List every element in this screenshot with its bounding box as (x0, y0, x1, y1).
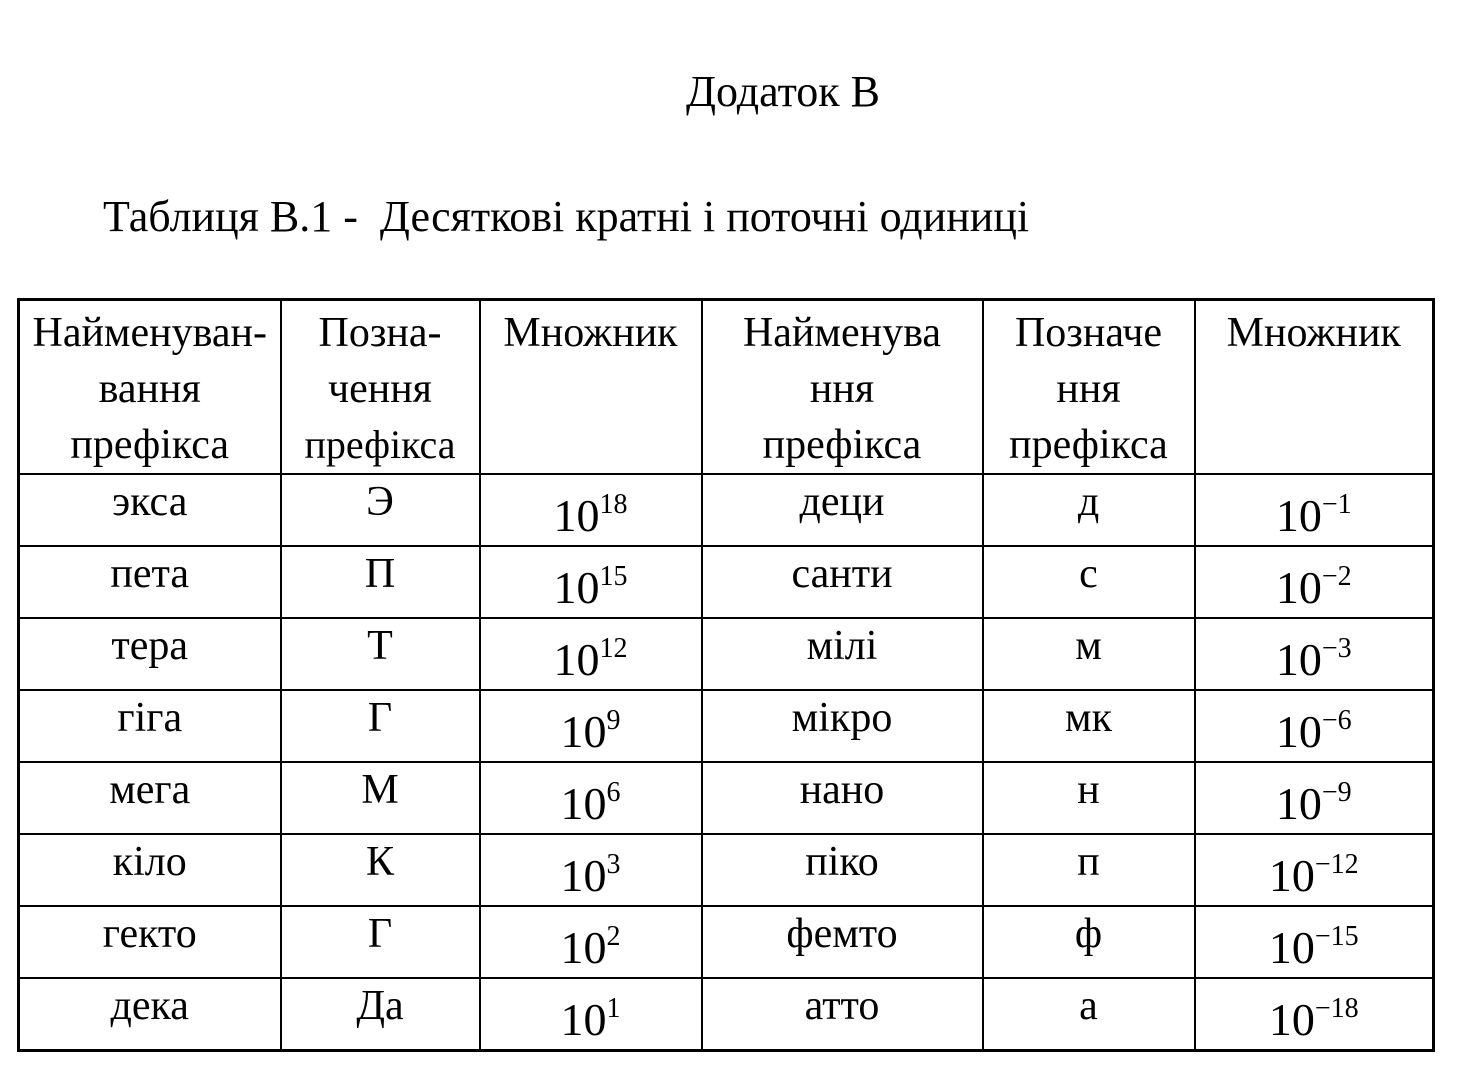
prefix-symbol-cell: Г (281, 906, 480, 978)
multiplier-exponent: −12 (1314, 849, 1359, 880)
multiplier-base: 10 (560, 922, 607, 973)
header-line: Множник (1226, 310, 1401, 356)
multiplier-value (561, 693, 621, 757)
multiplier-cell (480, 690, 702, 762)
multiplier-cell (1195, 690, 1434, 762)
prefix-name-cell: мега (19, 762, 281, 834)
multiplier-cell (1195, 978, 1434, 1050)
header-prefix-name-1 (19, 300, 281, 475)
table-row (19, 546, 1434, 618)
table-row (19, 618, 1434, 690)
multiplier-exponent: −15 (1314, 921, 1359, 952)
prefix-symbol-cell: мк (983, 690, 1195, 762)
table-row (19, 834, 1434, 906)
multiplier-base: 10 (1275, 706, 1322, 757)
multiplier-exponent: −9 (1321, 777, 1352, 808)
multiplier-base: 10 (560, 706, 607, 757)
prefix-symbol-cell: д (983, 474, 1195, 546)
multiplier-base: 10 (553, 562, 600, 613)
prefix-table (17, 298, 1435, 1052)
multiplier-base: 10 (1268, 922, 1315, 973)
table-row (19, 978, 1434, 1050)
multiplier-value (1276, 621, 1352, 685)
multiplier-value (1276, 549, 1352, 613)
multiplier-exponent: 9 (606, 705, 621, 736)
multiplier-value (1269, 837, 1359, 901)
multiplier-value (561, 837, 621, 901)
table-caption: Таблиця В.1 - Десяткові кратні і поточні одиниці (103, 192, 1030, 241)
header-line: Позна- (318, 310, 442, 356)
header-line: Найменува (742, 310, 942, 356)
prefix-name-cell: гекто (19, 906, 281, 978)
table-header-row (19, 300, 1434, 475)
multiplier-base: 10 (560, 994, 607, 1045)
multiplier-value (561, 765, 621, 829)
multiplier-exponent: −3 (1321, 633, 1352, 664)
multiplier-value (554, 477, 628, 541)
multiplier-cell (1195, 474, 1434, 546)
multiplier-base: 10 (1275, 778, 1322, 829)
prefix-symbol-cell: м (983, 618, 1195, 690)
multiplier-exponent: −18 (1314, 993, 1359, 1024)
prefix-name-cell: атто (702, 978, 983, 1050)
header-line: Множник (503, 310, 678, 356)
multiplier-cell (480, 834, 702, 906)
multiplier-exponent: −2 (1321, 561, 1352, 592)
header-line: чення (327, 366, 433, 412)
prefix-name-cell: мілі (702, 618, 983, 690)
multiplier-exponent: −6 (1321, 705, 1352, 736)
table-row (19, 690, 1434, 762)
multiplier-exponent: 15 (599, 561, 628, 592)
prefix-symbol-cell: ф (983, 906, 1195, 978)
multiplier-exponent: 1 (606, 993, 621, 1024)
prefix-symbol-cell: П (281, 546, 480, 618)
multiplier-exponent: 2 (606, 921, 621, 952)
prefix-symbol-cell: Да (281, 978, 480, 1050)
multiplier-base: 10 (1268, 850, 1315, 901)
multiplier-base: 10 (560, 850, 607, 901)
header-prefix-name-2 (702, 300, 983, 475)
multiplier-exponent: 12 (599, 633, 628, 664)
prefix-name-cell: фемто (702, 906, 983, 978)
multiplier-base: 10 (1275, 490, 1322, 541)
prefix-symbol-cell: п (983, 834, 1195, 906)
header-prefix-symbol-1 (281, 300, 480, 475)
header-line: Найменуван- (32, 310, 268, 356)
multiplier-cell (480, 978, 702, 1050)
prefix-name-cell: санти (702, 546, 983, 618)
header-line: ння (809, 366, 875, 412)
prefix-name-cell: нано (702, 762, 983, 834)
multiplier-value (554, 621, 628, 685)
header-line: вання (98, 366, 201, 412)
header-line: префікса (304, 422, 456, 467)
multiplier-value (561, 981, 621, 1045)
prefix-name-cell: гіга (19, 690, 281, 762)
multiplier-cell (480, 546, 702, 618)
header-multiplier-2 (1195, 300, 1434, 475)
multiplier-base: 10 (1275, 634, 1322, 685)
prefix-symbol-cell: Г (281, 690, 480, 762)
header-line: Позначе (1014, 310, 1163, 356)
multiplier-cell (480, 474, 702, 546)
multiplier-cell (1195, 618, 1434, 690)
table-row (19, 906, 1434, 978)
prefix-symbol-cell: К (281, 834, 480, 906)
multiplier-cell (1195, 834, 1434, 906)
header-line: ння (1056, 366, 1121, 412)
table-row (19, 762, 1434, 834)
prefix-symbol-cell: М (281, 762, 480, 834)
multiplier-base: 10 (560, 778, 607, 829)
multiplier-value (1276, 477, 1352, 541)
table-row (19, 474, 1434, 546)
multiplier-base: 10 (553, 634, 600, 685)
multiplier-cell (480, 762, 702, 834)
header-multiplier-1 (480, 300, 702, 475)
multiplier-value (1269, 909, 1359, 973)
prefix-symbol-cell: Э (281, 474, 480, 546)
prefix-symbol-cell: Т (281, 618, 480, 690)
multiplier-value (561, 909, 621, 973)
prefix-name-cell: піко (702, 834, 983, 906)
prefix-symbol-cell: н (983, 762, 1195, 834)
multiplier-value (1269, 981, 1359, 1045)
multiplier-cell (1195, 546, 1434, 618)
multiplier-value (1276, 693, 1352, 757)
multiplier-exponent: −1 (1321, 489, 1352, 520)
multiplier-value (554, 549, 628, 613)
multiplier-cell (1195, 762, 1434, 834)
multiplier-cell (1195, 906, 1434, 978)
multiplier-base: 10 (1268, 994, 1315, 1045)
prefix-name-cell: кіло (19, 834, 281, 906)
multiplier-exponent: 3 (606, 849, 621, 880)
table-body (19, 474, 1434, 1050)
header-line: префікса (1009, 422, 1168, 468)
multiplier-cell (480, 618, 702, 690)
prefix-name-cell: экса (19, 474, 281, 546)
multiplier-base: 10 (1275, 562, 1322, 613)
prefix-name-cell: пета (19, 546, 281, 618)
header-prefix-symbol-2 (983, 300, 1195, 475)
multiplier-value (1276, 765, 1352, 829)
prefix-name-cell: тера (19, 618, 281, 690)
header-line: префікса (70, 422, 230, 468)
header-line: префікса (762, 422, 922, 468)
multiplier-exponent: 6 (606, 777, 621, 808)
prefix-symbol-cell: а (983, 978, 1195, 1050)
prefix-name-cell: деци (702, 474, 983, 546)
prefix-name-cell: дека (19, 978, 281, 1050)
prefix-name-cell: мікро (702, 690, 983, 762)
multiplier-exponent: 18 (599, 489, 628, 520)
appendix-title: Додаток В (686, 67, 880, 116)
multiplier-base: 10 (553, 490, 600, 541)
prefix-symbol-cell: с (983, 546, 1195, 618)
multiplier-cell (480, 906, 702, 978)
